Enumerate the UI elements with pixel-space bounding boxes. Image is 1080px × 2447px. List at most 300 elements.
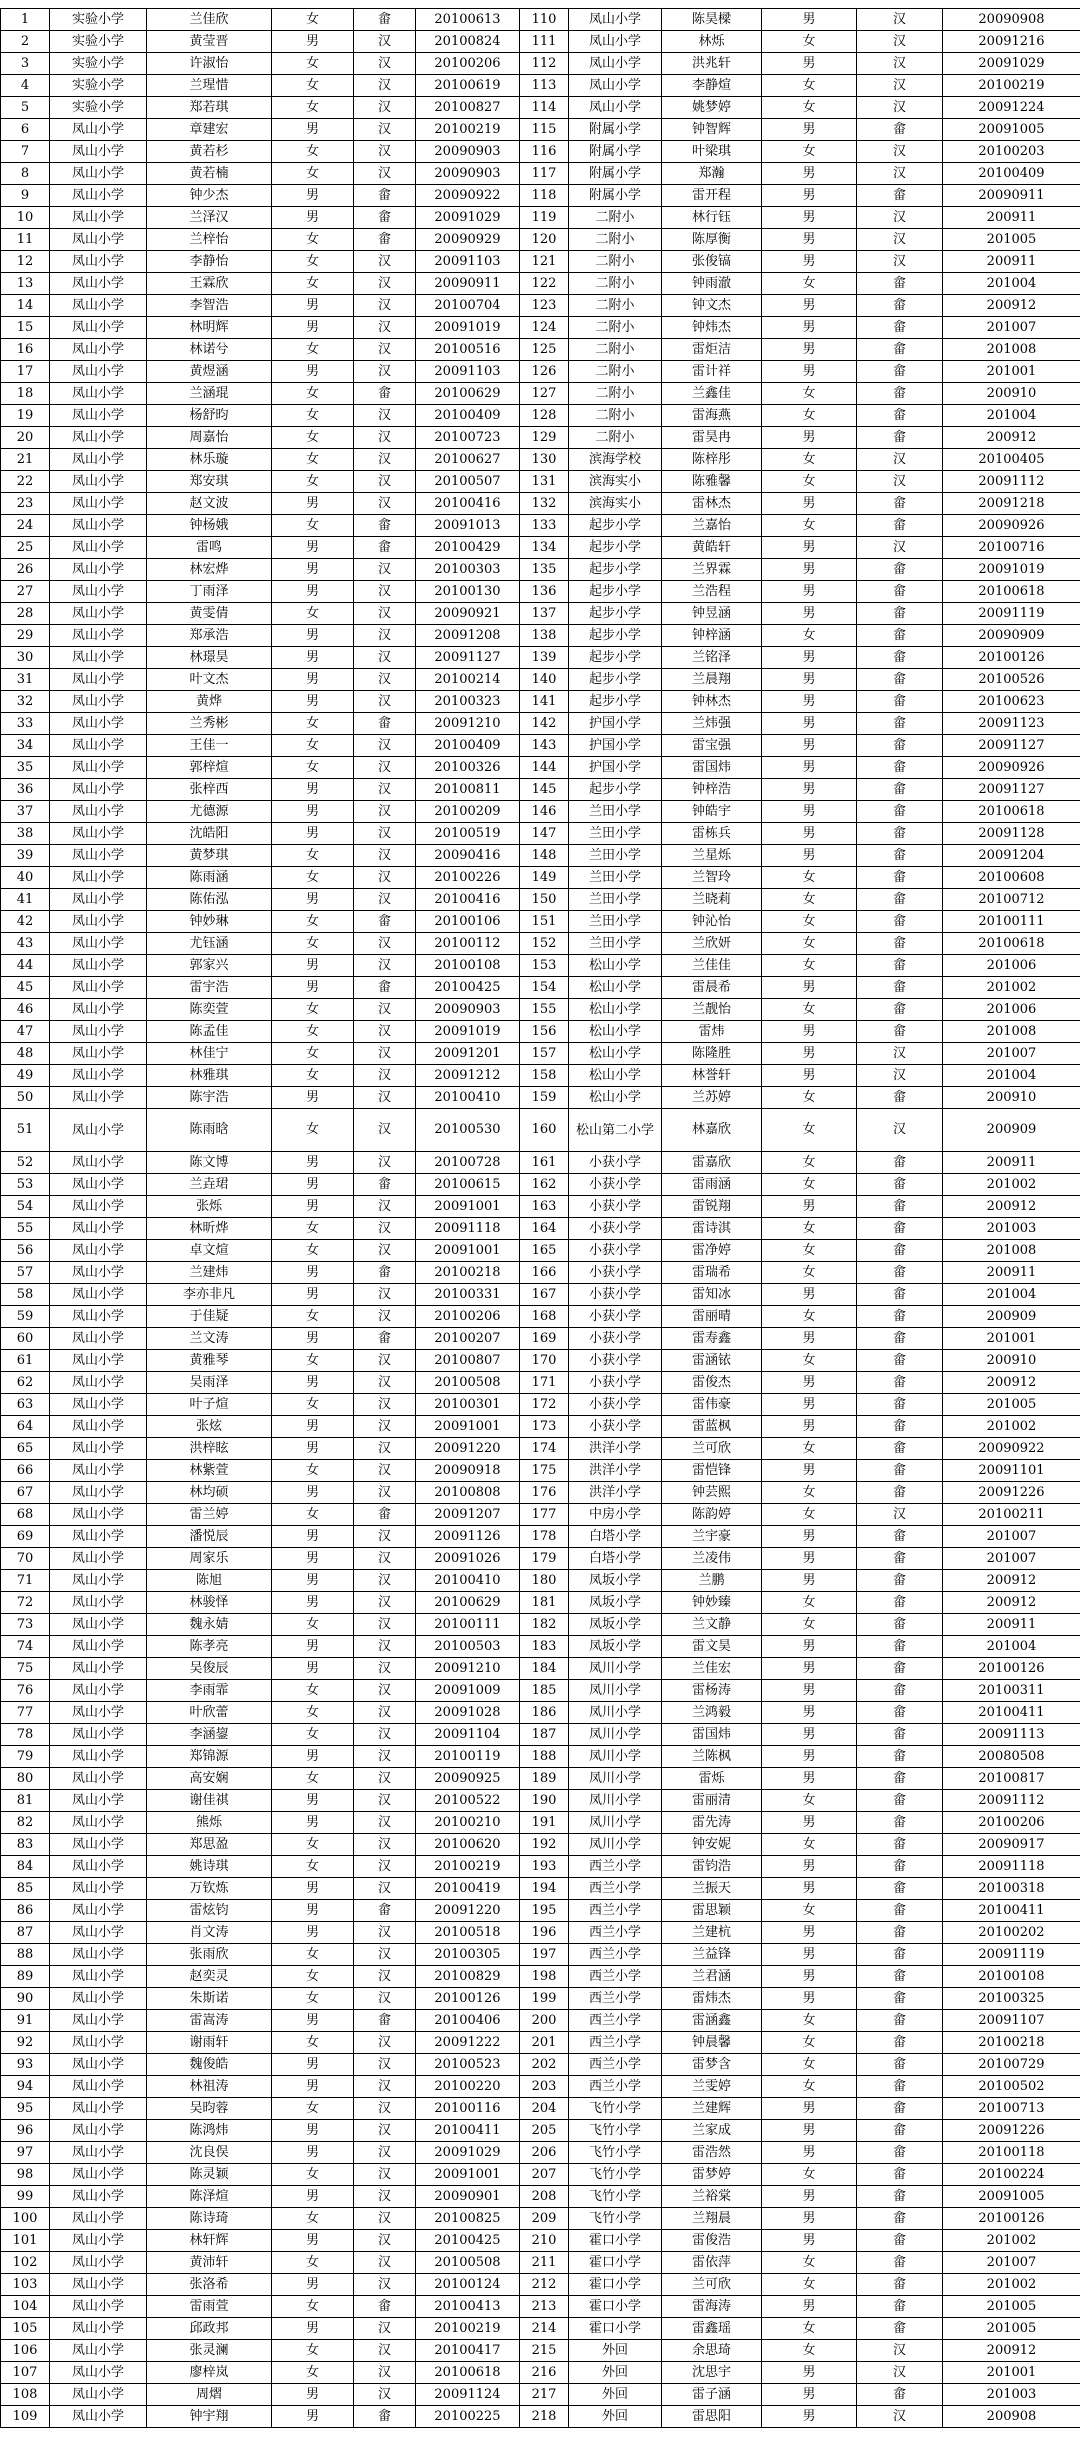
right-gender-cell: 男: [762, 1043, 857, 1065]
table-row: [1, 1526, 1080, 1548]
left-gender-cell: 女: [272, 2340, 354, 2362]
right-ethnicity-cell: 汉: [857, 1109, 943, 1152]
left-number-cell: 77: [1, 1702, 50, 1724]
left-number-cell: 69: [1, 1526, 50, 1548]
left-birth-cell: 20100629: [416, 1592, 520, 1614]
left-number-cell: 27: [1, 581, 50, 603]
left-name-cell: 黄莹晋: [147, 31, 272, 53]
left-ethnicity-cell: 汉: [354, 1548, 416, 1570]
left-name-cell: 陈鸿炜: [147, 2120, 272, 2142]
right-gender-cell: 女: [762, 625, 857, 647]
table-row: [1, 955, 1080, 977]
left-number-cell: 15: [1, 317, 50, 339]
right-school-cell: 凤山小学: [569, 9, 662, 31]
right-number-cell: 113: [520, 75, 569, 97]
right-gender-cell: 女: [762, 405, 857, 427]
left-number-cell: 71: [1, 1570, 50, 1592]
right-ethnicity-cell: 汉: [857, 251, 943, 273]
right-birth-cell: 200912: [943, 1372, 1080, 1394]
right-ethnicity-cell: 汉: [857, 2406, 943, 2428]
left-school-cell: 凤山小学: [50, 2186, 147, 2208]
right-school-cell: 松山小学: [569, 1087, 662, 1109]
right-gender-cell: 女: [762, 1218, 857, 1240]
right-name-cell: 雷依萍: [662, 2252, 762, 2274]
left-ethnicity-cell: 汉: [354, 559, 416, 581]
left-name-cell: 雷兰婷: [147, 1504, 272, 1526]
table-row: [1, 1306, 1080, 1328]
right-gender-cell: 女: [762, 273, 857, 295]
left-school-cell: 凤山小学: [50, 119, 147, 141]
right-school-cell: 霍口小学: [569, 2296, 662, 2318]
right-gender-cell: 男: [762, 1460, 857, 1482]
left-birth-cell: 20100305: [416, 1944, 520, 1966]
right-birth-cell: 201004: [943, 273, 1080, 295]
right-birth-cell: 20080508: [943, 1746, 1080, 1768]
table-row: [1, 383, 1080, 405]
left-school-cell: 凤山小学: [50, 2010, 147, 2032]
left-number-cell: 54: [1, 1196, 50, 1218]
left-number-cell: 78: [1, 1724, 50, 1746]
right-number-cell: 150: [520, 889, 569, 911]
right-school-cell: 兰田小学: [569, 801, 662, 823]
table-row: [1, 2164, 1080, 2186]
right-gender-cell: 女: [762, 1152, 857, 1174]
right-gender-cell: 女: [762, 1240, 857, 1262]
right-name-cell: 洪兆轩: [662, 53, 762, 75]
right-number-cell: 174: [520, 1438, 569, 1460]
left-birth-cell: 20091029: [416, 2142, 520, 2164]
left-number-cell: 74: [1, 1636, 50, 1658]
right-birth-cell: 201007: [943, 2252, 1080, 2274]
left-gender-cell: 男: [272, 1372, 354, 1394]
right-name-cell: 钟皓宇: [662, 801, 762, 823]
left-number-cell: 39: [1, 845, 50, 867]
right-name-cell: 兰雯婷: [662, 2076, 762, 2098]
right-gender-cell: 女: [762, 471, 857, 493]
right-gender-cell: 女: [762, 97, 857, 119]
left-ethnicity-cell: 汉: [354, 2274, 416, 2296]
left-ethnicity-cell: 汉: [354, 889, 416, 911]
right-school-cell: 滨海学校: [569, 449, 662, 471]
right-name-cell: 雷栋兵: [662, 823, 762, 845]
left-gender-cell: 女: [272, 2296, 354, 2318]
right-ethnicity-cell: 畲: [857, 735, 943, 757]
left-number-cell: 10: [1, 207, 50, 229]
right-gender-cell: 女: [762, 2318, 857, 2340]
left-birth-cell: 20100629: [416, 383, 520, 405]
left-ethnicity-cell: 汉: [354, 2120, 416, 2142]
left-school-cell: 凤山小学: [50, 2406, 147, 2428]
right-birth-cell: 20100608: [943, 867, 1080, 889]
left-school-cell: 凤山小学: [50, 713, 147, 735]
right-gender-cell: 女: [762, 383, 857, 405]
left-gender-cell: 女: [272, 713, 354, 735]
left-school-cell: 凤山小学: [50, 1790, 147, 1812]
left-number-cell: 14: [1, 295, 50, 317]
right-school-cell: 兰田小学: [569, 911, 662, 933]
table-row: [1, 713, 1080, 735]
right-gender-cell: 男: [762, 1570, 857, 1592]
left-gender-cell: 女: [272, 2252, 354, 2274]
right-name-cell: 雷炜: [662, 1021, 762, 1043]
right-birth-cell: 201002: [943, 2230, 1080, 2252]
left-number-cell: 24: [1, 515, 50, 537]
right-name-cell: 雷锐翔: [662, 1196, 762, 1218]
right-birth-cell: 20091005: [943, 2186, 1080, 2208]
right-number-cell: 127: [520, 383, 569, 405]
right-gender-cell: 女: [762, 1174, 857, 1196]
right-ethnicity-cell: 畲: [857, 1614, 943, 1636]
right-gender-cell: 男: [762, 1746, 857, 1768]
right-birth-cell: 201007: [943, 1043, 1080, 1065]
right-gender-cell: 女: [762, 1790, 857, 1812]
left-school-cell: 实验小学: [50, 53, 147, 75]
right-number-cell: 200: [520, 2010, 569, 2032]
left-name-cell: 林雅琪: [147, 1065, 272, 1087]
table-row: [1, 801, 1080, 823]
left-gender-cell: 男: [272, 361, 354, 383]
right-school-cell: 起步小学: [569, 691, 662, 713]
right-number-cell: 208: [520, 2186, 569, 2208]
right-birth-cell: 20090908: [943, 9, 1080, 31]
left-name-cell: 林佳宁: [147, 1043, 272, 1065]
right-ethnicity-cell: 畲: [857, 1284, 943, 1306]
right-school-cell: 起步小学: [569, 779, 662, 801]
right-ethnicity-cell: 畲: [857, 647, 943, 669]
left-school-cell: 凤山小学: [50, 1746, 147, 1768]
table-row: [1, 317, 1080, 339]
right-name-cell: 林誉轩: [662, 1065, 762, 1087]
right-gender-cell: 男: [762, 229, 857, 251]
right-name-cell: 兰智玲: [662, 867, 762, 889]
left-birth-cell: 20100416: [416, 889, 520, 911]
left-birth-cell: 20100618: [416, 2362, 520, 2384]
right-gender-cell: 男: [762, 823, 857, 845]
left-gender-cell: 男: [272, 537, 354, 559]
left-number-cell: 76: [1, 1680, 50, 1702]
right-school-cell: 小获小学: [569, 1196, 662, 1218]
right-gender-cell: 男: [762, 1416, 857, 1438]
left-ethnicity-cell: 畲: [354, 515, 416, 537]
right-gender-cell: 女: [762, 1350, 857, 1372]
right-birth-cell: 201005: [943, 2318, 1080, 2340]
right-gender-cell: 女: [762, 1614, 857, 1636]
left-name-cell: 林紫萱: [147, 1460, 272, 1482]
right-name-cell: 雷恺锋: [662, 1460, 762, 1482]
right-gender-cell: 男: [762, 1878, 857, 1900]
left-name-cell: 周嘉怡: [147, 427, 272, 449]
left-ethnicity-cell: 汉: [354, 427, 416, 449]
right-name-cell: 钟文杰: [662, 295, 762, 317]
left-name-cell: 陈文博: [147, 1152, 272, 1174]
left-school-cell: 凤山小学: [50, 1680, 147, 1702]
left-school-cell: 凤山小学: [50, 933, 147, 955]
left-birth-cell: 20100410: [416, 1570, 520, 1592]
left-ethnicity-cell: 畲: [354, 1262, 416, 1284]
left-school-cell: 凤山小学: [50, 911, 147, 933]
right-gender-cell: 男: [762, 603, 857, 625]
right-birth-cell: 20090909: [943, 625, 1080, 647]
right-ethnicity-cell: 汉: [857, 537, 943, 559]
left-school-cell: 凤山小学: [50, 2296, 147, 2318]
left-birth-cell: 20090903: [416, 999, 520, 1021]
right-gender-cell: 女: [762, 1109, 857, 1152]
left-name-cell: 尤德源: [147, 801, 272, 823]
left-birth-cell: 20100723: [416, 427, 520, 449]
left-birth-cell: 20100301: [416, 1394, 520, 1416]
right-school-cell: 小获小学: [569, 1350, 662, 1372]
right-gender-cell: 男: [762, 1680, 857, 1702]
right-ethnicity-cell: 畲: [857, 603, 943, 625]
left-ethnicity-cell: 汉: [354, 1021, 416, 1043]
right-name-cell: 兰裕棠: [662, 2186, 762, 2208]
left-gender-cell: 女: [272, 229, 354, 251]
right-birth-cell: 201002: [943, 977, 1080, 999]
left-name-cell: 兰文涛: [147, 1328, 272, 1350]
left-school-cell: 凤山小学: [50, 2384, 147, 2406]
right-birth-cell: 20100502: [943, 2076, 1080, 2098]
left-ethnicity-cell: 畲: [354, 2296, 416, 2318]
right-birth-cell: 201004: [943, 405, 1080, 427]
left-birth-cell: 20091001: [416, 1196, 520, 1218]
left-name-cell: 兰涵琨: [147, 383, 272, 405]
left-birth-cell: 20100225: [416, 2406, 520, 2428]
left-birth-cell: 20100106: [416, 911, 520, 933]
left-school-cell: 凤山小学: [50, 845, 147, 867]
left-ethnicity-cell: 汉: [354, 1065, 416, 1087]
left-school-cell: 凤山小学: [50, 1438, 147, 1460]
left-ethnicity-cell: 汉: [354, 75, 416, 97]
right-birth-cell: 201008: [943, 339, 1080, 361]
right-name-cell: 钟芸熙: [662, 1482, 762, 1504]
table-row: [1, 1966, 1080, 1988]
right-number-cell: 206: [520, 2142, 569, 2164]
right-birth-cell: 20100618: [943, 933, 1080, 955]
right-ethnicity-cell: 畲: [857, 2010, 943, 2032]
left-gender-cell: 男: [272, 1790, 354, 1812]
left-school-cell: 凤山小学: [50, 801, 147, 823]
left-number-cell: 50: [1, 1087, 50, 1109]
right-name-cell: 兰星烁: [662, 845, 762, 867]
left-ethnicity-cell: 畲: [354, 229, 416, 251]
left-gender-cell: 男: [272, 31, 354, 53]
left-number-cell: 106: [1, 2340, 50, 2362]
right-ethnicity-cell: 畲: [857, 1922, 943, 1944]
left-school-cell: 凤山小学: [50, 889, 147, 911]
right-number-cell: 185: [520, 1680, 569, 1702]
right-name-cell: 郑瀚: [662, 163, 762, 185]
right-number-cell: 159: [520, 1087, 569, 1109]
right-ethnicity-cell: 汉: [857, 1504, 943, 1526]
left-name-cell: 张洛希: [147, 2274, 272, 2296]
right-school-cell: 滨海实小: [569, 493, 662, 515]
right-name-cell: 雷宝强: [662, 735, 762, 757]
right-birth-cell: 20090917: [943, 1834, 1080, 1856]
right-school-cell: 外回: [569, 2406, 662, 2428]
right-birth-cell: 201006: [943, 999, 1080, 1021]
left-birth-cell: 20091124: [416, 2384, 520, 2406]
right-number-cell: 184: [520, 1658, 569, 1680]
left-ethnicity-cell: 汉: [354, 1768, 416, 1790]
right-name-cell: 黄皓轩: [662, 537, 762, 559]
right-name-cell: 雷鑫瑶: [662, 2318, 762, 2340]
left-number-cell: 53: [1, 1174, 50, 1196]
left-gender-cell: 女: [272, 2362, 354, 2384]
left-school-cell: 凤山小学: [50, 1262, 147, 1284]
left-name-cell: 钟宇翔: [147, 2406, 272, 2428]
right-ethnicity-cell: 畲: [857, 823, 943, 845]
table-row: [1, 2032, 1080, 2054]
left-name-cell: 丁雨泽: [147, 581, 272, 603]
right-school-cell: 凤坂小学: [569, 1614, 662, 1636]
left-school-cell: 凤山小学: [50, 669, 147, 691]
left-gender-cell: 女: [272, 1856, 354, 1878]
right-gender-cell: 女: [762, 1482, 857, 1504]
left-school-cell: 凤山小学: [50, 317, 147, 339]
left-gender-cell: 男: [272, 2384, 354, 2406]
right-birth-cell: 20100218: [943, 2032, 1080, 2054]
table-row: [1, 2186, 1080, 2208]
right-birth-cell: 20100126: [943, 1658, 1080, 1680]
right-school-cell: 西兰小学: [569, 2054, 662, 2076]
right-ethnicity-cell: 畲: [857, 383, 943, 405]
right-number-cell: 156: [520, 1021, 569, 1043]
left-school-cell: 凤山小学: [50, 603, 147, 625]
right-name-cell: 兰家成: [662, 2120, 762, 2142]
right-school-cell: 起步小学: [569, 669, 662, 691]
table-row: [1, 1350, 1080, 1372]
right-name-cell: 钟雨澈: [662, 273, 762, 295]
right-birth-cell: 201001: [943, 2362, 1080, 2384]
right-gender-cell: 男: [762, 1658, 857, 1680]
left-number-cell: 2: [1, 31, 50, 53]
left-birth-cell: 20091009: [416, 1680, 520, 1702]
left-school-cell: 凤山小学: [50, 2230, 147, 2252]
table-row: [1, 581, 1080, 603]
right-ethnicity-cell: 畲: [857, 317, 943, 339]
left-gender-cell: 男: [272, 1482, 354, 1504]
right-ethnicity-cell: 畲: [857, 1702, 943, 1724]
right-name-cell: 兰可欣: [662, 1438, 762, 1460]
left-school-cell: 凤山小学: [50, 1109, 147, 1152]
left-ethnicity-cell: 汉: [354, 647, 416, 669]
left-ethnicity-cell: 畲: [354, 2406, 416, 2428]
left-ethnicity-cell: 汉: [354, 1570, 416, 1592]
left-birth-cell: 20100522: [416, 1790, 520, 1812]
right-gender-cell: 男: [762, 53, 857, 75]
left-number-cell: 47: [1, 1021, 50, 1043]
right-name-cell: 雷思颖: [662, 1900, 762, 1922]
left-gender-cell: 女: [272, 1966, 354, 1988]
right-name-cell: 兰凌伟: [662, 1548, 762, 1570]
right-birth-cell: 201002: [943, 1416, 1080, 1438]
left-school-cell: 凤山小学: [50, 251, 147, 273]
left-name-cell: 李静怡: [147, 251, 272, 273]
table-row: [1, 1812, 1080, 1834]
right-number-cell: 149: [520, 867, 569, 889]
left-name-cell: 陈旭: [147, 1570, 272, 1592]
left-birth-cell: 20091028: [416, 1702, 520, 1724]
right-number-cell: 132: [520, 493, 569, 515]
left-number-cell: 19: [1, 405, 50, 427]
right-name-cell: 兰翔晨: [662, 2208, 762, 2230]
right-ethnicity-cell: 畲: [857, 911, 943, 933]
right-ethnicity-cell: 畲: [857, 2186, 943, 2208]
right-number-cell: 152: [520, 933, 569, 955]
left-number-cell: 1: [1, 9, 50, 31]
right-number-cell: 183: [520, 1636, 569, 1658]
left-birth-cell: 20091019: [416, 317, 520, 339]
left-number-cell: 57: [1, 1262, 50, 1284]
left-ethnicity-cell: 汉: [354, 405, 416, 427]
right-ethnicity-cell: 畲: [857, 867, 943, 889]
left-ethnicity-cell: 汉: [354, 1482, 416, 1504]
left-name-cell: 周家乐: [147, 1548, 272, 1570]
right-number-cell: 158: [520, 1065, 569, 1087]
right-number-cell: 136: [520, 581, 569, 603]
left-name-cell: 郑安琪: [147, 471, 272, 493]
left-gender-cell: 男: [272, 1196, 354, 1218]
left-birth-cell: 20100807: [416, 1350, 520, 1372]
left-school-cell: 凤山小学: [50, 1306, 147, 1328]
left-school-cell: 凤山小学: [50, 1350, 147, 1372]
left-name-cell: 李亦非凡: [147, 1284, 272, 1306]
right-school-cell: 西兰小学: [569, 2010, 662, 2032]
table-row: [1, 2318, 1080, 2340]
right-ethnicity-cell: 畲: [857, 1680, 943, 1702]
left-number-cell: 81: [1, 1790, 50, 1812]
table-row: [1, 229, 1080, 251]
left-ethnicity-cell: 汉: [354, 31, 416, 53]
left-school-cell: 凤山小学: [50, 2054, 147, 2076]
right-birth-cell: 20100211: [943, 1504, 1080, 1526]
left-school-cell: 凤山小学: [50, 361, 147, 383]
left-school-cell: 凤山小学: [50, 1724, 147, 1746]
left-school-cell: 凤山小学: [50, 1504, 147, 1526]
right-school-cell: 小获小学: [569, 1328, 662, 1350]
right-gender-cell: 男: [762, 757, 857, 779]
left-school-cell: 凤山小学: [50, 1218, 147, 1240]
left-gender-cell: 女: [272, 405, 354, 427]
right-birth-cell: 201001: [943, 361, 1080, 383]
table-row: [1, 625, 1080, 647]
left-name-cell: 谢佳祺: [147, 1790, 272, 1812]
left-school-cell: 凤山小学: [50, 405, 147, 427]
left-number-cell: 93: [1, 2054, 50, 2076]
right-birth-cell: 201004: [943, 1284, 1080, 1306]
table-row: [1, 1636, 1080, 1658]
left-ethnicity-cell: 汉: [354, 2252, 416, 2274]
right-number-cell: 133: [520, 515, 569, 537]
student-roster-table: [0, 8, 1080, 2428]
table-row: [1, 53, 1080, 75]
right-gender-cell: 女: [762, 1504, 857, 1526]
right-number-cell: 182: [520, 1614, 569, 1636]
left-birth-cell: 20091029: [416, 207, 520, 229]
right-ethnicity-cell: 畲: [857, 1218, 943, 1240]
right-number-cell: 110: [520, 9, 569, 31]
right-birth-cell: 201004: [943, 1636, 1080, 1658]
right-school-cell: 凤川小学: [569, 1746, 662, 1768]
left-number-cell: 51: [1, 1109, 50, 1152]
left-ethnicity-cell: 汉: [354, 1790, 416, 1812]
right-birth-cell: 200912: [943, 1570, 1080, 1592]
right-birth-cell: 200912: [943, 295, 1080, 317]
left-gender-cell: 男: [272, 691, 354, 713]
left-ethnicity-cell: 汉: [354, 1087, 416, 1109]
left-birth-cell: 20091001: [416, 1240, 520, 1262]
left-number-cell: 80: [1, 1768, 50, 1790]
